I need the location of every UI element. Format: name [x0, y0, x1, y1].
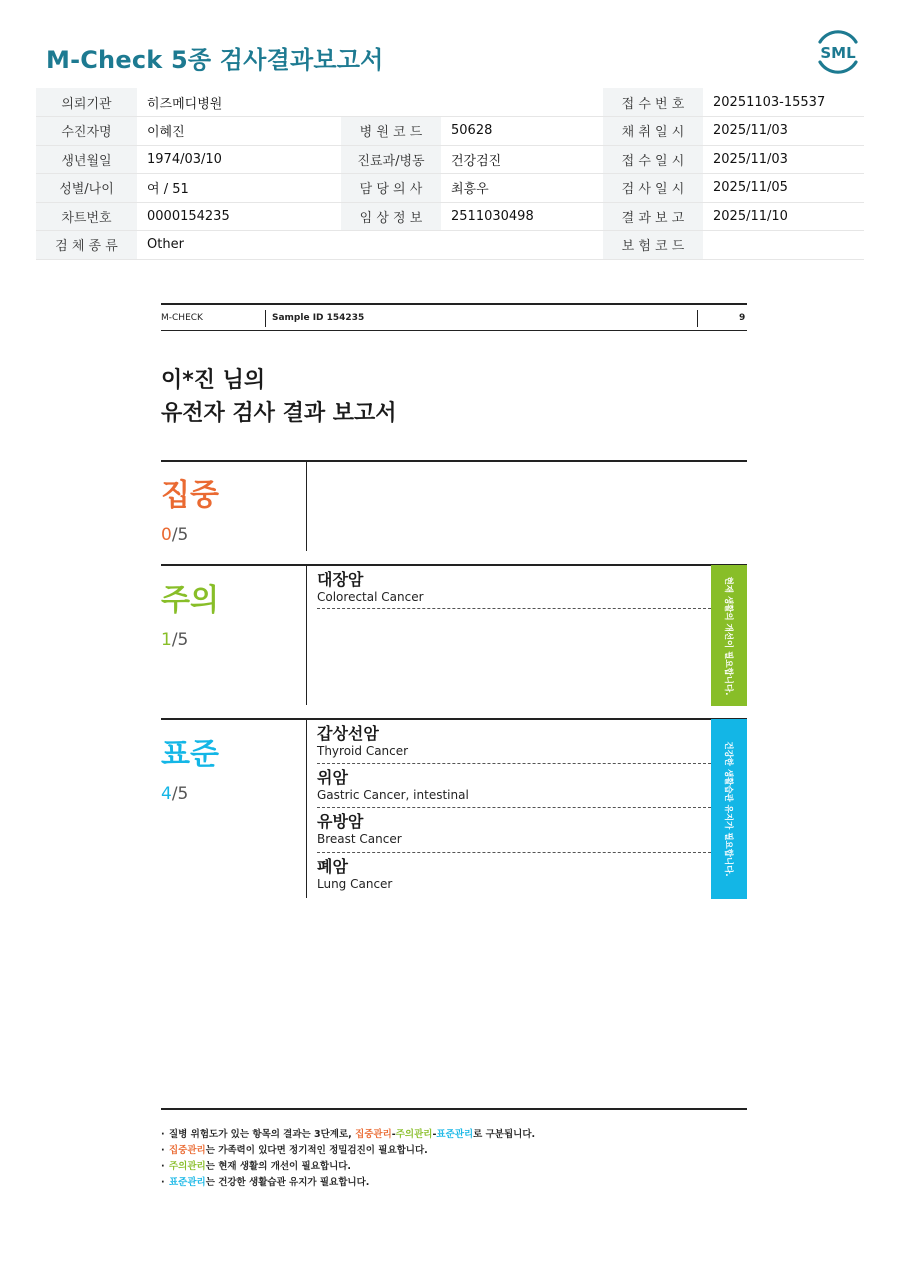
footnote	[161, 1158, 351, 1172]
report-heading-line2: 유전자 검사 결과 보고서	[161, 401, 397, 426]
value-hospital-code: 50628	[441, 117, 603, 146]
standard-count-total: /5	[171, 784, 189, 804]
footnote-text: 는 건강한 생활습관 유지가 필요합니다.	[205, 1177, 370, 1188]
empty-cell	[441, 231, 603, 260]
caution-band	[711, 565, 747, 706]
header-divider	[697, 310, 698, 327]
item-name-en: Lung Cancer	[317, 877, 393, 891]
footnote-text: -	[391, 1129, 396, 1140]
section-divider	[306, 720, 307, 898]
value-test-date: 2025/11/05	[703, 174, 864, 203]
header-divider	[265, 310, 266, 327]
bullet-icon: ·	[161, 1145, 165, 1156]
value-patient-name: 이혜진	[137, 117, 341, 146]
bullet-icon: ·	[161, 1177, 165, 1188]
value-clinical-info: 2511030498	[441, 202, 603, 231]
footnote-term-standard: 표준관리	[436, 1129, 474, 1140]
item-name-ko: 폐암	[317, 857, 348, 876]
value-sex-age: 여 / 51	[137, 174, 341, 203]
footnote-text: 는 현재 생활의 개선이 필요합니다.	[205, 1161, 352, 1172]
label-receipt-date: 접 수 일 시	[603, 145, 703, 174]
standard-band	[711, 719, 747, 899]
footnote-text: 로 구분됩니다.	[473, 1129, 536, 1140]
list-item	[317, 858, 711, 898]
bullet-icon: ·	[161, 1129, 165, 1140]
label-requesting-org: 의뢰기관	[36, 88, 137, 117]
patient-info-table	[36, 88, 864, 260]
footnote-text: 질병 위험도가 있는 항목의 결과는 3단계로,	[169, 1129, 356, 1140]
label-test-date: 검 사 일 시	[603, 174, 703, 203]
footnote-term-caution: 주의관리	[395, 1129, 433, 1140]
item-name-en: Gastric Cancer, intestinal	[317, 788, 469, 802]
value-doctor: 최흥우	[441, 174, 603, 203]
logo-text: SML	[820, 44, 856, 62]
item-name-en: Thyroid Cancer	[317, 744, 409, 758]
list-item	[317, 571, 711, 609]
label-chart-number: 차트번호	[36, 202, 137, 231]
section-standard-count	[161, 784, 188, 804]
value-result-report: 2025/11/10	[703, 202, 864, 231]
section-caution-count	[161, 630, 188, 650]
caution-count-value: 1	[161, 630, 172, 650]
value-chart-number: 0000154235	[137, 202, 341, 231]
footnote-text: -	[432, 1129, 437, 1140]
footnote-term-focus: 집중관리	[355, 1129, 392, 1140]
section-caution-title: 주의	[161, 583, 219, 618]
item-name-ko: 유방암	[317, 812, 364, 831]
list-item	[317, 725, 711, 764]
report-heading-line1: 이*진 님의	[161, 368, 266, 393]
footnote	[161, 1142, 428, 1156]
info-row	[36, 88, 864, 117]
footnote-term-caution: 주의관리	[169, 1161, 206, 1172]
info-row	[36, 231, 864, 260]
label-receipt-number: 접 수 번 호	[603, 88, 703, 117]
section-divider	[306, 462, 307, 551]
label-specimen-type: 검 체 종 류	[36, 231, 137, 260]
value-insurance-code	[703, 231, 864, 260]
label-birth-date: 생년월일	[36, 145, 137, 174]
list-item	[317, 769, 711, 808]
section-rule	[161, 564, 747, 566]
info-row	[36, 202, 864, 231]
label-doctor: 담 당 의 사	[341, 174, 441, 203]
header-rule	[161, 303, 747, 305]
section-divider	[306, 566, 307, 705]
footnote	[161, 1126, 535, 1140]
standard-count-value: 4	[161, 784, 172, 804]
standard-band-text: 건강한 생활습관 유지가 필요합니다.	[723, 741, 733, 877]
label-result-report: 결 과 보 고	[603, 202, 703, 231]
page-number: 9	[739, 313, 746, 323]
section-focus-title: 집중	[161, 478, 219, 513]
info-row	[36, 145, 864, 174]
label-insurance-code: 보 험 코 드	[603, 231, 703, 260]
value-department: 건강검진	[441, 145, 603, 174]
empty-cell	[341, 231, 441, 260]
header-rule	[161, 330, 747, 331]
focus-count-total: /5	[171, 525, 189, 545]
label-clinical-info: 임 상 정 보	[341, 202, 441, 231]
value-receipt-date: 2025/11/03	[703, 145, 864, 174]
info-row	[36, 117, 864, 146]
section-focus-count	[161, 525, 188, 545]
value-requesting-org: 히즈메디병원	[137, 88, 341, 117]
report-brand: M-CHECK	[161, 313, 203, 323]
value-specimen-type: Other	[137, 231, 341, 260]
caution-count-total: /5	[171, 630, 189, 650]
value-birth-date: 1974/03/10	[137, 145, 341, 174]
focus-count-value: 0	[161, 525, 172, 545]
label-patient-name: 수진자명	[36, 117, 137, 146]
footnote-rule	[161, 1108, 747, 1110]
info-row	[36, 174, 864, 203]
footnote-term-focus: 집중관리	[169, 1145, 206, 1156]
footnote-text: 는 가족력이 있다면 정기적인 정밀검진이 필요합니다.	[205, 1145, 428, 1156]
footnote-term-standard: 표준관리	[169, 1177, 206, 1188]
report-title: M-Check 5종 검사결과보고서	[46, 46, 384, 74]
bullet-icon: ·	[161, 1161, 165, 1172]
section-rule	[161, 460, 747, 462]
item-name-en: Colorectal Cancer	[317, 590, 424, 604]
item-name-ko: 대장암	[317, 570, 364, 589]
label-department: 진료과/병동	[341, 145, 441, 174]
label-hospital-code: 병 원 코 드	[341, 117, 441, 146]
empty-cell	[441, 88, 603, 117]
item-name-ko: 갑상선암	[317, 724, 379, 743]
empty-cell	[341, 88, 441, 117]
label-collection-date: 채 취 일 시	[603, 117, 703, 146]
section-rule	[161, 718, 747, 720]
item-name-ko: 위암	[317, 768, 348, 787]
value-receipt-number: 20251103-15537	[703, 88, 864, 117]
label-sex-age: 성별/나이	[36, 174, 137, 203]
section-standard-title: 표준	[161, 737, 219, 772]
item-name-en: Breast Cancer	[317, 832, 402, 846]
caution-band-text: 현재 생활의 개선이 필요합니다.	[723, 576, 733, 695]
sml-logo-icon	[812, 28, 864, 76]
value-collection-date: 2025/11/03	[703, 117, 864, 146]
footnote	[161, 1174, 369, 1188]
report-page	[161, 303, 747, 1203]
sample-id: Sample ID 154235	[272, 313, 365, 323]
list-item	[317, 813, 711, 853]
